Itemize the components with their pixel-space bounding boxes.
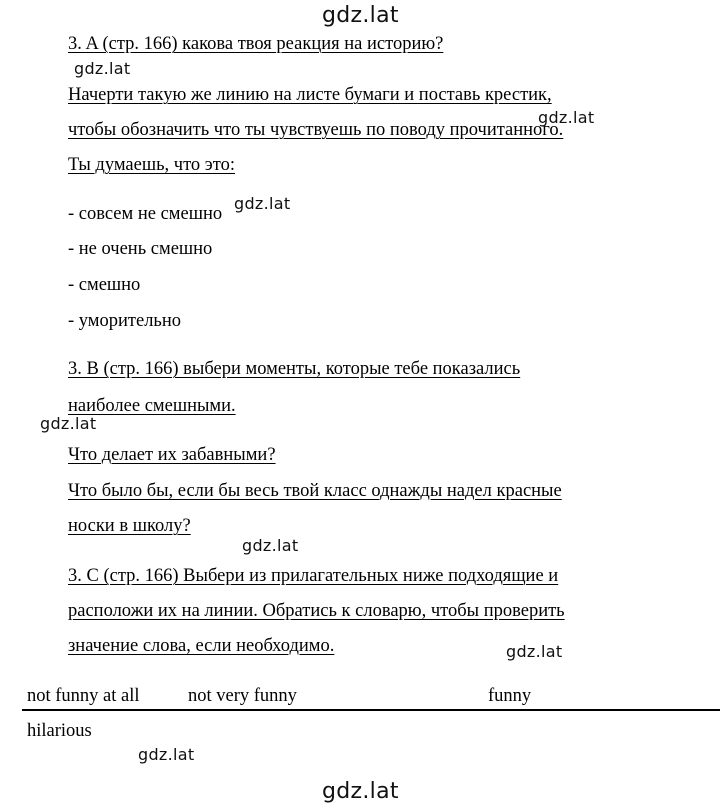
watermark: gdz.lat bbox=[74, 59, 131, 78]
section-a-line: чтобы обозначить что ты чувствуешь по поводу прочитанного. bbox=[68, 120, 564, 140]
watermark: gdz.lat bbox=[40, 414, 97, 433]
scale-label-not-funny-at-all: not funny at all bbox=[27, 686, 140, 706]
option-item: - совсем не смешно bbox=[68, 204, 223, 224]
scale-label-funny: funny bbox=[488, 686, 532, 706]
section-b-line: носки в школу? bbox=[68, 516, 191, 536]
section-b-line: Что было бы, если бы весь твой класс однажды надел красные bbox=[68, 481, 562, 501]
section-a-line: Ты думаешь, что это: bbox=[68, 155, 235, 175]
scale-label-not-very-funny: not very funny bbox=[188, 686, 297, 706]
section-b-line: наиболее смешными. bbox=[68, 396, 236, 416]
option-item: - смешно bbox=[68, 275, 141, 295]
watermark: gdz.lat bbox=[242, 536, 299, 555]
scale-label-hilarious: hilarious bbox=[27, 721, 92, 741]
section-c-line: 3. C (стр. 166) Выбери из прилагательных ниже подходящие и bbox=[68, 566, 559, 586]
watermark: gdz.lat bbox=[538, 108, 595, 127]
section-b-line: Что делает их забавными? bbox=[68, 445, 276, 465]
watermark-top: gdz.lat bbox=[322, 3, 399, 28]
section-c-line: значение слова, если необходимо. bbox=[68, 636, 335, 656]
watermark-bottom: gdz.lat bbox=[322, 779, 399, 804]
watermark: gdz.lat bbox=[234, 194, 291, 213]
option-item: - не очень смешно bbox=[68, 239, 213, 259]
option-item: - уморительно bbox=[68, 311, 182, 331]
section-b-line: 3. B (стр. 166) выбери моменты, которые тебе показались bbox=[68, 359, 521, 379]
watermark: gdz.lat bbox=[138, 745, 195, 764]
section-a-line: Начерти такую же линию на листе бумаги и поставь крестик, bbox=[68, 85, 552, 105]
section-c-line: расположи их на линии. Обратись к словарю, чтобы проверить bbox=[68, 601, 565, 621]
scale-line bbox=[22, 709, 720, 711]
watermark: gdz.lat bbox=[506, 642, 563, 661]
section-a-heading: 3. A (стр. 166) какова твоя реакция на историю? bbox=[68, 34, 444, 54]
